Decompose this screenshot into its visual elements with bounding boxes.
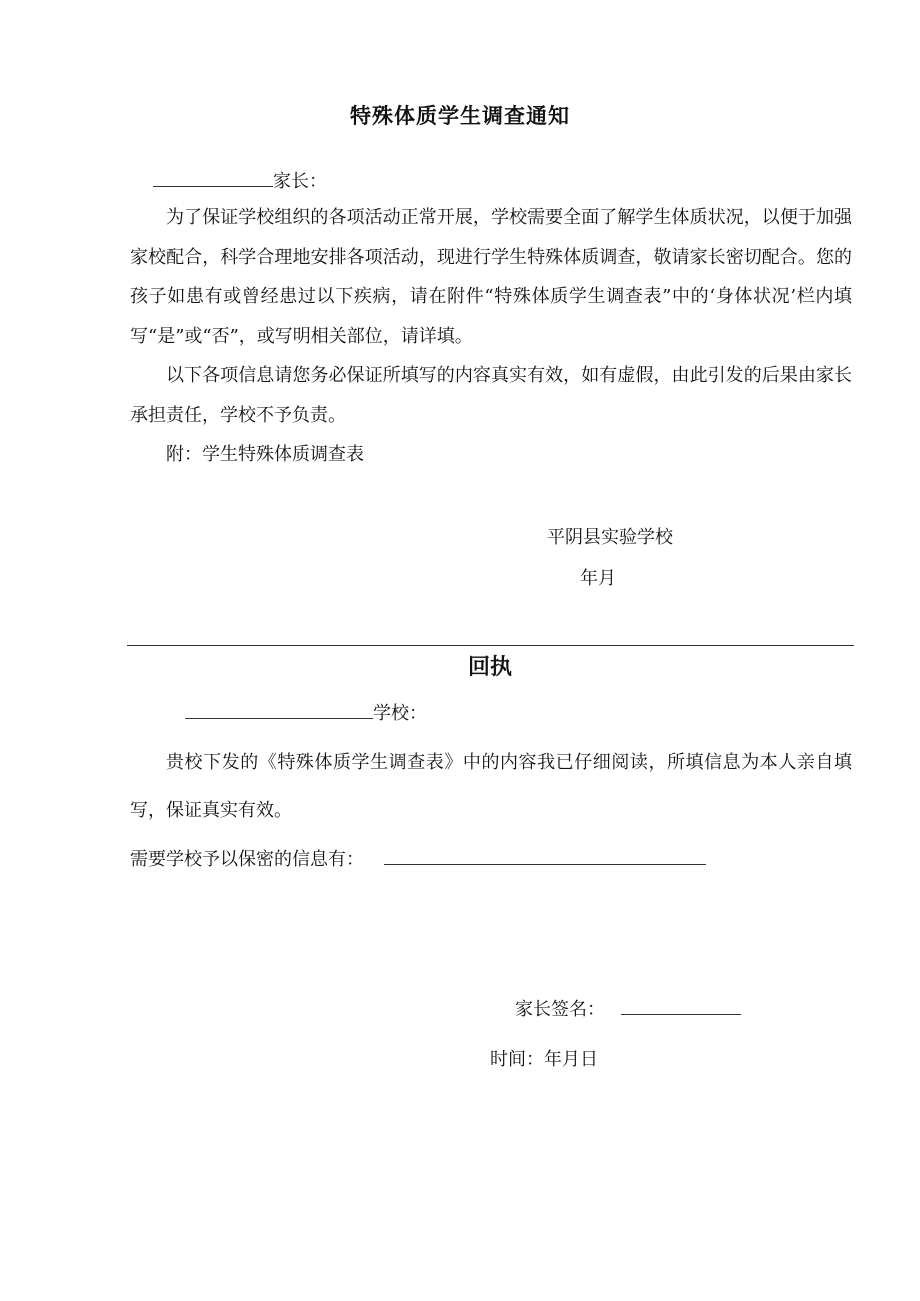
school-name-blank[interactable] <box>185 700 373 719</box>
confidential-label: 需要学校予以保密的信息有： <box>130 849 364 870</box>
notice-title: 特殊体质学生调查通知 <box>350 104 570 128</box>
confidential-info-line <box>130 845 706 871</box>
notice-attachment: 附：学生特殊体质调查表 <box>166 444 364 465</box>
receipt-time-line: 时间：年月日 <box>490 1049 598 1070</box>
signature-school: 平阴县实验学校 <box>547 527 673 548</box>
parent-name-blank[interactable] <box>153 168 273 187</box>
receipt-body <box>130 739 852 835</box>
salutation-line <box>153 168 327 194</box>
notice-paragraph-2: 以下各项信息请您务必保证所填写的内容真实有效，如有虚假，由此引发的后果由家长承担责任，学校不予负责。 <box>130 365 852 426</box>
notice-paragraph-1: 为了保证学校组织的各项活动正常开展，学校需要全面了解学生体质状况，以便于加强家校配合，科学合理地安排各项活动，现进行学生特殊体质调查，敬请家长密切配合。您的孩子如患有或曾经患过以下疾病，请在附件“特殊体质学生调查表”中的‘身体状况’栏内填写“是”或“否”，或写明相关部位，请详填。 <box>130 207 852 347</box>
receipt-school-suffix: 学校： <box>373 703 427 724</box>
receipt-title: 回执 <box>467 655 512 680</box>
notice-body <box>130 198 852 475</box>
cut-line-divider <box>127 645 854 646</box>
receipt-school-line <box>185 699 427 725</box>
parent-signature-line <box>515 995 741 1021</box>
receipt-paragraph: 贵校下发的《特殊体质学生调查表》中的内容我已仔细阅读，所填信息为本人亲自填写，保证真实有效。 <box>130 752 852 821</box>
parent-signature-label: 家长签名： <box>515 999 605 1020</box>
signature-date: 年月 <box>580 568 616 589</box>
parent-signature-blank[interactable] <box>621 996 741 1015</box>
confidential-info-blank[interactable] <box>384 846 706 865</box>
salutation-suffix: 家长： <box>273 171 327 192</box>
